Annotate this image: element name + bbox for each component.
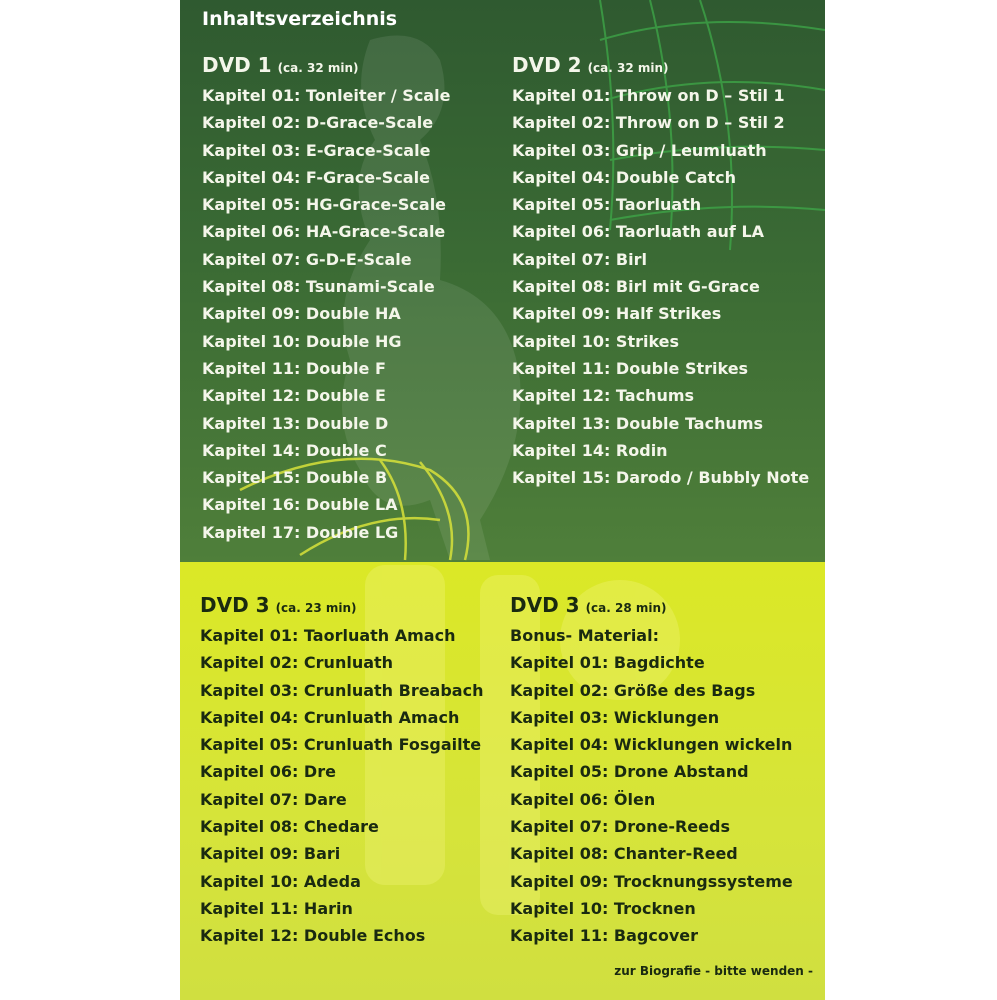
chapter-item: Kapitel 06: HA-Grace-Scale [202, 222, 446, 242]
dvd3a-heading: DVD 3 (ca. 23 min) [200, 593, 357, 617]
dvd3a-chapter-list [200, 622, 483, 950]
chapter-item: Kapitel 09: Double HA [202, 304, 401, 324]
chapter-item: Kapitel 10: Strikes [512, 331, 680, 351]
chapter-item: Kapitel 11: Harin [200, 898, 353, 918]
chapter-item: Kapitel 08: Chanter-Reed [510, 844, 738, 864]
chapter-item: Kapitel 08: Birl mit G-Grace [512, 277, 760, 297]
chapter-item: Kapitel 05: HG-Grace-Scale [202, 195, 447, 215]
chapter-item: Kapitel 14: Rodin [512, 440, 668, 460]
chapter-item: Kapitel 10: Double HG [202, 331, 402, 351]
chapter-item: Kapitel 12: Tachums [512, 386, 695, 406]
chapter-item: Kapitel 05: Crunluath Fosgailte [200, 735, 482, 755]
chapter-item: Kapitel 13: Double D [202, 413, 389, 433]
page-title: Inhaltsverzeichnis [202, 8, 398, 30]
dvd3b-chapter-list [510, 622, 793, 950]
chapter-item: Kapitel 02: Throw on D – Stil 2 [512, 113, 785, 133]
chapter-item: Kapitel 02: Crunluath [200, 653, 394, 673]
chapter-item: Kapitel 07: Drone-Reeds [510, 817, 730, 837]
chapter-item: Kapitel 08: Chedare [200, 817, 379, 837]
chapter-item: Bonus- Material: [510, 626, 659, 645]
chapter-item: Kapitel 03: Wicklungen [510, 707, 720, 727]
dvd3a-duration: (ca. 23 min) [275, 601, 357, 615]
chapter-item: Kapitel 10: Trocknen [510, 898, 696, 918]
chapter-item: Kapitel 09: Trocknungssysteme [510, 871, 793, 891]
chapter-item: Kapitel 14: Double C [202, 440, 387, 460]
dvd2-heading: DVD 2 (ca. 32 min) [512, 53, 669, 77]
footer-note: zur Biografie - bitte wenden - [614, 964, 813, 978]
chapter-item: Kapitel 17: Double LG [202, 522, 399, 542]
chapter-item: Kapitel 08: Tsunami-Scale [202, 277, 435, 297]
chapter-item: Kapitel 03: E-Grace-Scale [202, 140, 431, 160]
chapter-item: Kapitel 06: Dre [200, 762, 336, 782]
chapter-item: Kapitel 01: Taorluath Amach [200, 626, 456, 645]
chapter-item: Kapitel 05: Drone Abstand [510, 762, 749, 782]
chapter-item: Kapitel 06: Ölen [510, 789, 656, 809]
chapter-item: Kapitel 11: Double F [202, 358, 386, 378]
chapter-item: Kapitel 04: Double Catch [512, 167, 737, 187]
chapter-item: Kapitel 04: Wicklungen wickeln [510, 735, 793, 755]
chapter-item: Kapitel 05: Taorluath [512, 195, 702, 215]
chapter-item: Kapitel 15: Darodo / Bubbly Note [512, 468, 810, 488]
dvd1-heading: DVD 1 (ca. 32 min) [202, 53, 359, 77]
chapter-item: Kapitel 07: Dare [200, 789, 347, 809]
dvd3b-section [510, 588, 793, 950]
chapter-item: Kapitel 07: Birl [512, 249, 647, 269]
dvd3b-heading: DVD 3 (ca. 28 min) [510, 593, 667, 617]
chapter-item: Kapitel 13: Double Tachums [512, 413, 764, 433]
chapter-item: Kapitel 01: Throw on D – Stil 1 [512, 86, 785, 105]
toc-card [180, 0, 825, 1000]
chapter-item: Kapitel 06: Taorluath auf LA [512, 222, 765, 242]
chapter-item: Kapitel 10: Adeda [200, 871, 361, 891]
dvd3a-section [200, 588, 483, 950]
dvd2-duration: (ca. 32 min) [587, 61, 669, 75]
dvd1-duration: (ca. 32 min) [277, 61, 359, 75]
dvd3b-duration: (ca. 28 min) [585, 601, 667, 615]
chapter-item: Kapitel 03: Grip / Leumluath [512, 140, 767, 160]
chapter-item: Kapitel 09: Half Strikes [512, 304, 722, 324]
chapter-item: Kapitel 04: Crunluath Amach [200, 707, 460, 727]
dvd1-section [202, 48, 450, 546]
chapter-item: Kapitel 07: G-D-E-Scale [202, 249, 412, 269]
chapter-item: Kapitel 11: Double Strikes [512, 358, 749, 378]
chapter-item: Kapitel 09: Bari [200, 844, 341, 864]
chapter-item: Kapitel 12: Double Echos [200, 926, 426, 946]
chapter-item: Kapitel 15: Double B [202, 468, 388, 488]
chapter-item: Kapitel 01: Bagdichte [510, 653, 705, 673]
chapter-item: Kapitel 16: Double LA [202, 495, 398, 515]
chapter-item: Kapitel 02: Größe des Bags [510, 680, 756, 700]
chapter-item: Kapitel 11: Bagcover [510, 926, 699, 946]
dvd2-chapter-list [512, 82, 809, 491]
chapter-item: Kapitel 01: Tonleiter / Scale [202, 86, 451, 105]
chapter-item: Kapitel 04: F-Grace-Scale [202, 167, 430, 187]
dvd2-section [512, 48, 809, 491]
chapter-item: Kapitel 03: Crunluath Breabach [200, 680, 484, 700]
chapter-item: Kapitel 02: D-Grace-Scale [202, 113, 434, 133]
chapter-item: Kapitel 12: Double E [202, 386, 386, 406]
dvd1-chapter-list [202, 82, 450, 546]
